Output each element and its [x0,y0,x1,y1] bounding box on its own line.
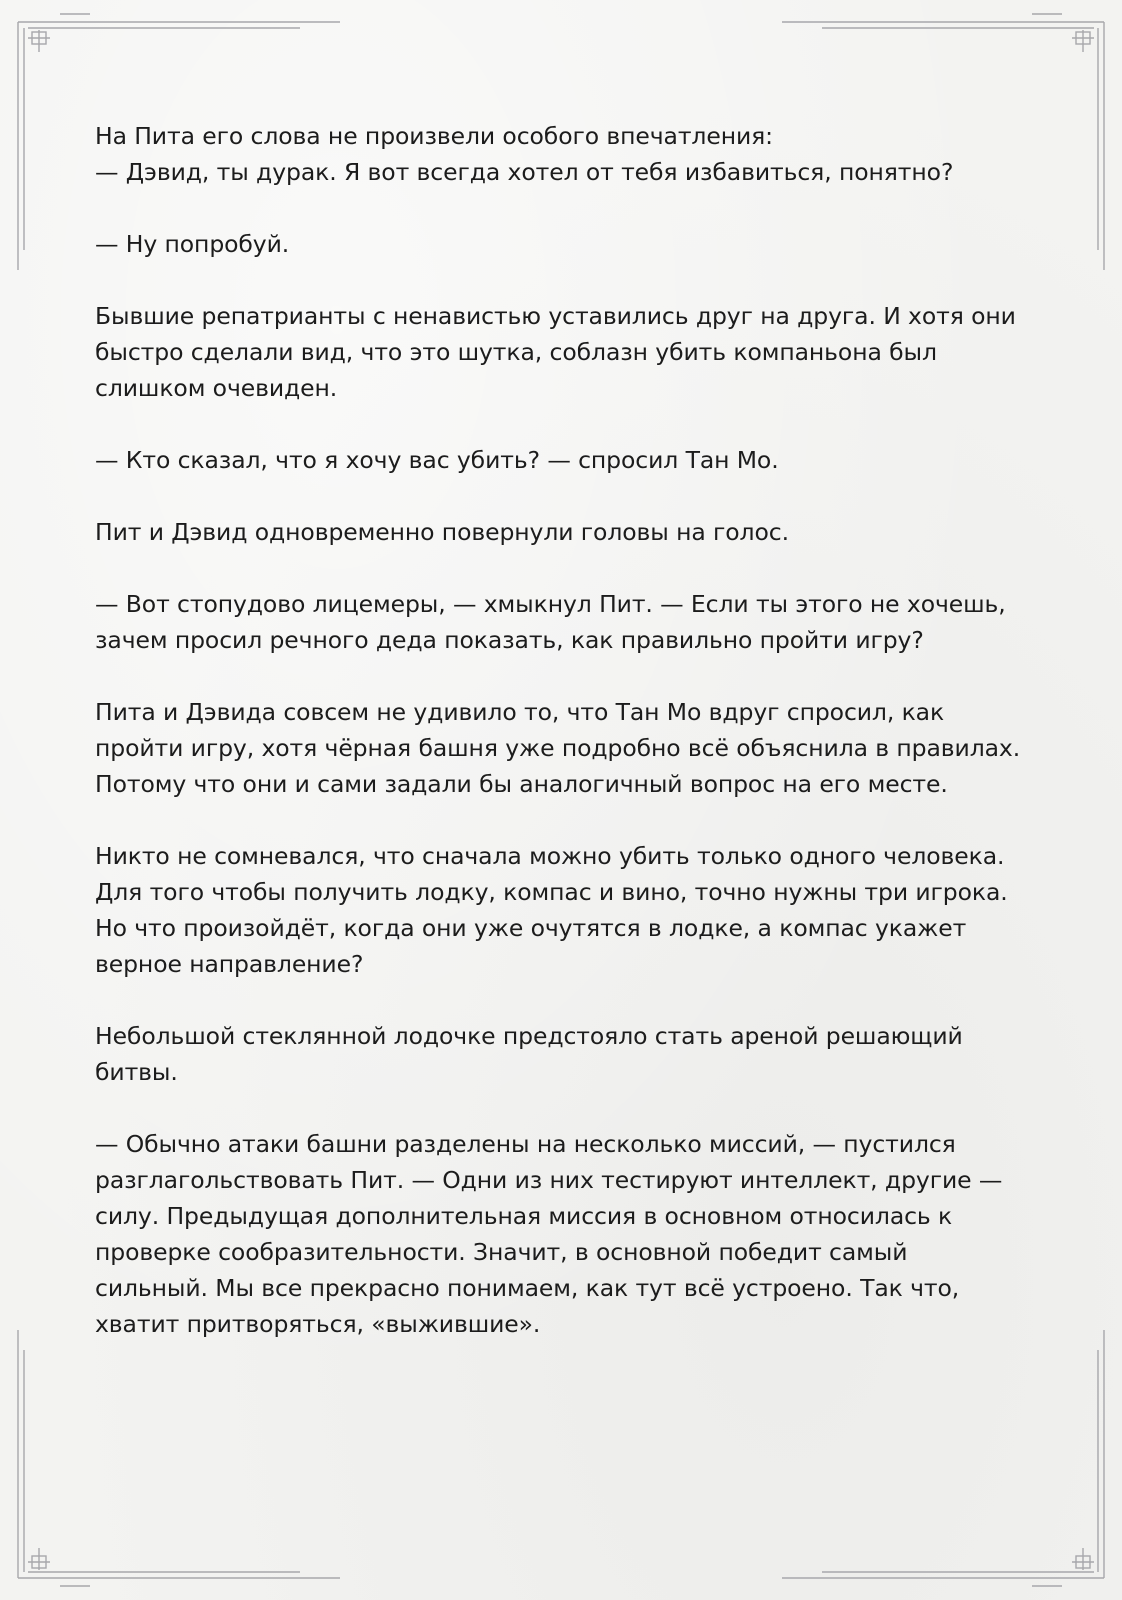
paragraph [95,298,1035,406]
text-line: — Дэвид, ты дурак. Я вот всегда хотел от тебя избавиться, понятно? [95,158,954,186]
text-line: — Обычно атаки башни разделены на несколько миссий, — пустился [95,1130,956,1158]
text-line: разглагольствовать Пит. — Одни из них тестируют интеллект, другие — [95,1166,1003,1194]
text-line: зачем просил речного деда показать, как правильно пройти игру? [95,626,924,654]
text-line: На Пита его слова не произвели особого впечатления: [95,122,773,150]
text-line: Но что произойдёт, когда они уже очутятся в лодке, а компас укажет [95,914,967,942]
paragraph [95,1018,1035,1090]
text-line: — Кто сказал, что я хочу вас убить? — спросил Тан Мо. [95,446,779,474]
text-line: Для того чтобы получить лодку, компас и вино, точно нужны три игрока. [95,878,1008,906]
document-body [95,118,1035,1378]
text-line: Никто не сомневался, что сначала можно убить только одного человека. [95,842,1005,870]
text-line: верное направление? [95,950,364,978]
paragraph [95,1126,1035,1342]
text-line: пройти игру, хотя чёрная башня уже подробно всё объяснила в правилах. [95,734,1021,762]
paragraph [95,118,1035,190]
paragraph [95,694,1035,802]
text-line: слишком очевиден. [95,374,338,402]
text-line: — Ну попробуй. [95,230,290,258]
text-line: битвы. [95,1058,178,1086]
text-line: сильный. Мы все прекрасно понимаем, как тут всё устроено. Так что, [95,1274,960,1302]
paragraph [95,586,1035,658]
text-line: проверке сообразительности. Значит, в основной победит самый [95,1238,908,1266]
text-line: Бывшие репатрианты с ненавистью уставились друг на друга. И хотя они [95,302,1016,330]
text-line: силу. Предыдущая дополнительная миссия в основном относилась к [95,1202,953,1230]
paragraph [95,514,1035,550]
text-line: Потому что они и сами задали бы аналогичный вопрос на его месте. [95,770,948,798]
text-line: быстро сделали вид, что это шутка, соблазн убить компаньона был [95,338,937,366]
paragraph [95,442,1035,478]
text-line: Пита и Дэвида совсем не удивило то, что Тан Мо вдруг спросил, как [95,698,945,726]
text-line: Пит и Дэвид одновременно повернули головы на голос. [95,518,789,546]
text-line: — Вот стопудово лицемеры, — хмыкнул Пит. — Если ты этого не хочешь, [95,590,1006,618]
paragraph [95,838,1035,982]
text-line: Небольшой стеклянной лодочке предстояло стать ареной решающий [95,1022,963,1050]
paragraph [95,226,1035,262]
text-line: хватит притворяться, «выжившие». [95,1310,541,1338]
